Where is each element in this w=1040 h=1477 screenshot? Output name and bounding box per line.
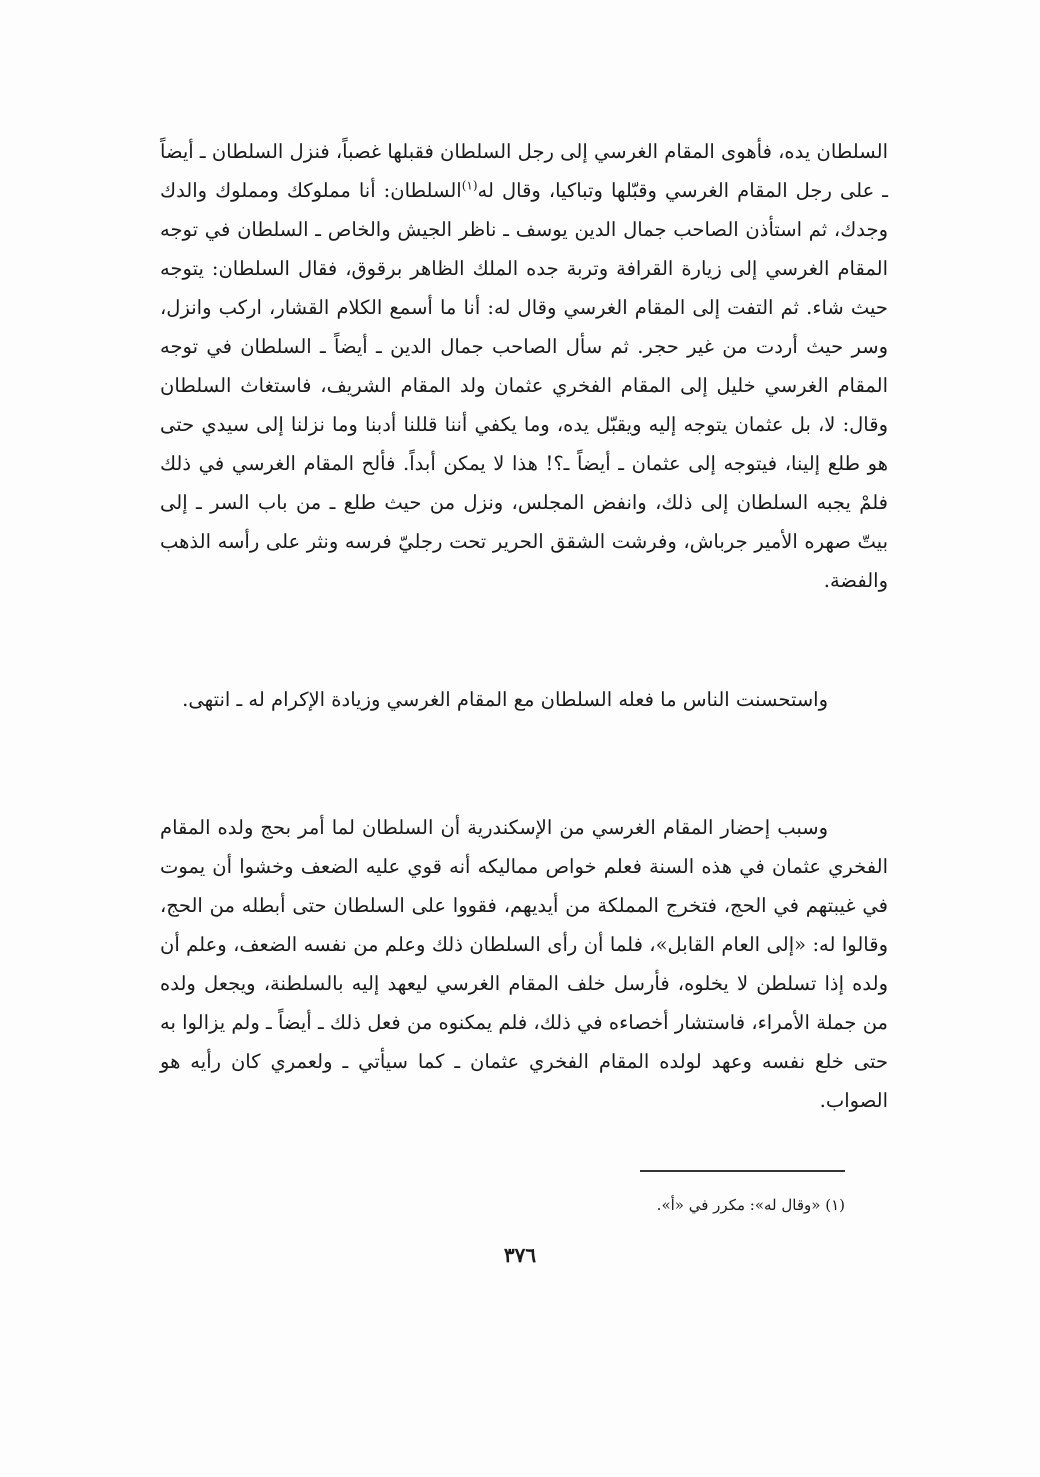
paragraph-3 [160,808,888,1120]
footnote-divider [640,1170,845,1172]
paragraph-1 [160,132,888,600]
paragraph-text-part-2: السلطان: أنا مملوكك ومملوك والدك وجدك، ثم استأذن الصاحب جمال الدين يوسف ـ ناظر الجيش والخاص ـ السلطان في توجه المقام الغرسي إلى زيارة القرافة وتربة جده الملك الظاهر برقوق، فقال السلطان: يتوجه حيث شاء. ثم التفت إلى المقام الغرسي وقال له: أنا ما أسمع الكلام القشار، اركب وانزل، وسر حيث أردت من غير حجر. ثم سأل الصاحب جمال الدين ـ أيضاً ـ السلطان في توجه المقام الغرسي خليل إلى المقام الفخري عثمان ولد المقام الشريف، فاستغاث السلطان وقال: لا، بل عثمان يتوجه إليه ويقبّل يده، وما يكفي أننا قللنا أدبنا وما نزلنا إلى سيدي حتى هو طلع إلينا، فيتوجه إلى عثمان ـ أيضاً ـ؟! هذا لا يمكن أبداً. فألح المقام الغرسي في ذلك فلمْ يجبه السلطان إلى ذلك، وانفض المجلس، ونزل من حيث طلع ـ من باب السر ـ إلى بيتّ صهره الأمير جرباش، وفرشت الشقق الحرير تحت رجليّ فرسه ونثر على رأسه الذهب والفضة. [160,179,888,592]
paragraph-text: وسبب إحضار المقام الغرسي من الإسكندرية أن السلطان لما أمر بحج ولده المقام الفخري عثمان في هذه السنة فعلم خواص مماليكه أنه قوي عليه الضعف وخشوا أن يموت في غيبتهم في الحج، فتخرج المملكة من أيديهم، فقووا على السلطان حتى أبطله من الحج، وقالوا له: «إلى العام القابل»، فلما أن رأى السلطان ذلك وعلم من نفسه الضعف، وعلم أن ولده إذا تسلطن لا يخلوه، فأرسل خلف المقام الغرسي ليعهد إليه بالسلطنة، ويجعل ولده من جملة الأمراء، فاستشار أخصاءه في ذلك، فلم يمكنوه من فعل ذلك ـ أيضاً ـ ولم يزالوا به حتى خلع نفسه وعهد لولده المقام الفخري عثمان ـ كما سيأتي ـ ولعمري كان رأيه هو الصواب. [160,816,888,1112]
footnote: (١) «وقال له»: مكرر في «أ». [656,1196,845,1214]
paragraph-2 [160,680,888,719]
paragraph-text-part-1: السلطان يده، فأهوى المقام الغرسي إلى رجل السلطان فقبلها غصباً، فنزل السلطان ـ أيضاً ـ على رجل المقام الغرسي وقبّلها وتباكيا، وقال له [160,140,888,202]
paragraph-text: واستحسنت الناس ما فعله السلطان مع المقام الغرسي وزيادة الإكرام له ـ انتهى. [182,688,828,711]
footnote-reference: (١) [461,178,478,193]
page-number: ٣٧٦ [503,1243,537,1267]
paragraph-text [160,132,888,600]
